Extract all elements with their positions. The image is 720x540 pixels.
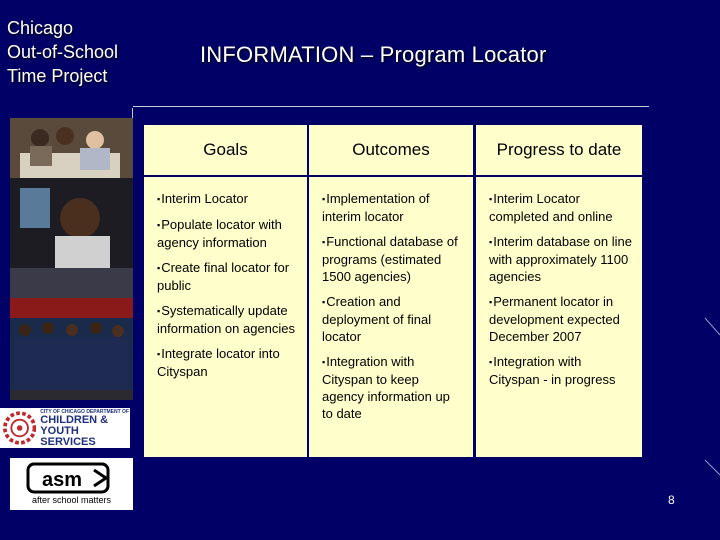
bullet-icon: ▪ (322, 357, 326, 367)
asm-caption: after school matters (31, 495, 112, 505)
bullet-icon: ▪ (157, 194, 161, 204)
dcys-wordmark (40, 409, 130, 448)
page-number: 8 (668, 493, 675, 507)
goals-list (157, 190, 297, 388)
goals-column (144, 125, 307, 457)
goal-item-text: Systematically update information on agencies (157, 303, 296, 336)
outcome-item-text: Creation and deployment of final locator (322, 294, 432, 344)
dcys-logo (0, 408, 130, 448)
bullet-icon: ▪ (157, 263, 161, 273)
list-item (157, 302, 297, 337)
dcys-line-1: CHILDREN & (40, 413, 109, 426)
bullet-icon: ▪ (322, 237, 326, 247)
progress-column (476, 125, 642, 457)
outcome-item-text: Integration with Cityspan to keep agency information up to date (322, 354, 450, 421)
asm-logo (10, 458, 133, 510)
list-item (157, 216, 297, 251)
title-divider (133, 106, 649, 107)
asm-mark-text: asm (41, 469, 83, 491)
organization-title (7, 16, 118, 88)
outcomes-column-header: Outcomes (309, 125, 473, 177)
outcomes-column (309, 125, 473, 457)
org-title-line-2: Out-of-School (7, 42, 119, 62)
list-item (322, 233, 463, 285)
outcome-item-text: Implementation of interim locator (322, 191, 430, 224)
progress-item-text: Permanent locator in development expected December 2007 (489, 294, 620, 344)
slide-title: INFORMATION – Program Locator (200, 42, 547, 67)
progress-list (489, 190, 632, 396)
bullet-icon: ▪ (157, 220, 161, 230)
bullet-icon: ▪ (489, 194, 493, 204)
bullet-icon: ▪ (157, 306, 161, 316)
dcys-small-text: CITY OF CHICAGO DEPARTMENT OF (40, 408, 130, 415)
org-title-line-1: Chicago (7, 18, 74, 38)
list-item (157, 190, 297, 208)
goal-item-text: Integrate locator into Cityspan (157, 346, 280, 379)
photo-collage (10, 118, 133, 400)
bullet-icon: ▪ (322, 297, 326, 307)
bullet-icon: ▪ (489, 237, 493, 247)
progress-item-text: Interim Locator completed and online (489, 191, 613, 224)
bullet-icon: ▪ (322, 194, 326, 204)
org-title-line-3: Time Project (7, 66, 108, 86)
outcome-item-text: Functional database of programs (estimated 1500 agencies) (322, 234, 458, 284)
list-item (489, 353, 632, 388)
list-item (489, 233, 632, 285)
bullet-icon: ▪ (489, 357, 493, 367)
bullet-icon: ▪ (157, 349, 161, 359)
dcys-line-2: YOUTH SERVICES (40, 424, 96, 448)
dcys-seal-icon (3, 410, 36, 446)
goal-item-text: Populate locator with agency information (157, 217, 282, 250)
list-item (322, 293, 463, 345)
list-item (157, 259, 297, 294)
goal-item-text: Create final locator for public (157, 260, 290, 293)
list-item (322, 353, 463, 422)
list-item (157, 345, 297, 380)
goals-column-header: Goals (144, 125, 307, 177)
outcomes-list (322, 190, 463, 430)
list-item (489, 190, 632, 225)
progress-item-text: Interim database on line with approximately 1100 agencies (489, 234, 632, 284)
progress-column-header: Progress to date (476, 125, 642, 177)
progress-item-text: Integration with Cityspan - in progress (489, 354, 616, 387)
list-item (489, 293, 632, 345)
goal-item-text: Interim Locator (161, 191, 248, 206)
list-item (322, 190, 463, 225)
asm-mark-icon (10, 460, 133, 496)
bullet-icon: ▪ (489, 297, 493, 307)
